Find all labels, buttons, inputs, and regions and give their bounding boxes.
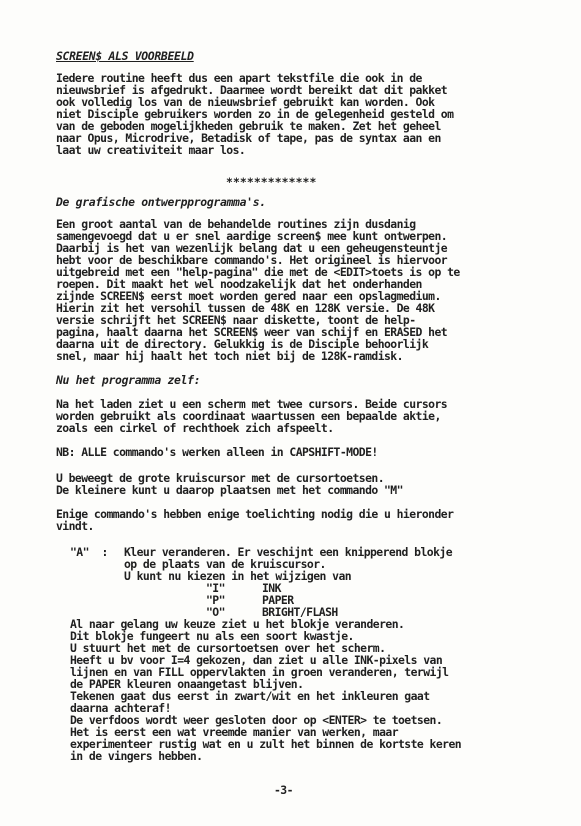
note-line: NB: ALLE commando's werken alleen in CAPSHIFT-MODE! xyxy=(56,445,378,459)
option-key: "O" xyxy=(206,605,225,619)
command-line: experimenteer rustig wat en u zult het binnen de kortste keren xyxy=(70,737,462,751)
paragraph-line: Enige commando's hebben enige toelichting nodig die u hieronder xyxy=(56,507,454,521)
command-line: de PAPER kleuren onaangetast blijven. xyxy=(70,677,304,691)
paragraph-line: van de geboden mogelijkheden gebruik te maken. Zet het geheel xyxy=(56,119,441,133)
section-heading-grafische: De grafische ontwerpprogramma's. xyxy=(56,195,266,209)
separator-stars: ************* xyxy=(226,175,317,189)
command-line: Dit blokje fungeert nu als een soort kwastje. xyxy=(70,629,354,643)
command-line: in de vingers hebben. xyxy=(70,749,203,763)
command-line: Kleur veranderen. Er veschijnt een knipperend blokje xyxy=(124,545,453,559)
command-line: U kunt nu kiezen in het wijzigen van xyxy=(124,569,352,583)
option-value: BRIGHT/FLASH xyxy=(262,605,338,619)
paragraph-line: Een groot aantal van de behandelde routines zijn dusdanig xyxy=(56,217,416,231)
option-key: "I" xyxy=(206,581,225,595)
paragraph-line: U beweegt de grote kruiscursor met de cursortoetsen. xyxy=(56,471,385,485)
paragraph-line: nieuwsbrief is afgedrukt. Daarmee wordt bereikt dat dit pakket xyxy=(56,83,448,97)
paragraph-line: snel, maar hij haalt het toch niet bij de 128K-ramdisk. xyxy=(56,349,403,363)
paragraph-line: Na het laden ziet u een scherm met twee cursors. Beide cursors xyxy=(56,397,448,411)
paragraph-line: Hierin zit het versohil tussen de 48K en 128K versie. De 48K xyxy=(56,301,435,315)
option-value: INK xyxy=(262,581,281,595)
command-line: op de plaats van de kruiscursor. xyxy=(124,557,326,571)
paragraph-line: De kleinere kunt u daarop plaatsen met het commando "M" xyxy=(56,483,403,497)
paragraph-line: daarna uit de directory. Gelukkig is de Disciple behoorlijk xyxy=(56,337,429,351)
paragraph-line: samengevoegd dat u er snel aardige screen$ mee kunt ontwerpen. xyxy=(56,229,448,243)
option-value: PAPER xyxy=(262,593,294,607)
paragraph-line: Daarbij is het van wezenlijk belang dat u een geheugensteuntje xyxy=(56,241,448,255)
command-line: Heeft u bv voor I=4 gekozen, dan ziet u alle INK-pixels van xyxy=(70,653,443,667)
command-line: U stuurt het met de cursortoetsen over het scherm. xyxy=(70,641,386,655)
command-line: daarna achteraf! xyxy=(70,701,171,715)
paragraph-line: zijnde SCREEN$ eerst moet worden gered naar een opslagmedium. xyxy=(56,289,441,303)
command-line: Tekenen gaat dus eerst in zwart/wit en het inkleuren gaat xyxy=(70,689,430,703)
paragraph-line: versie schrijft het SCREEN$ naar diskette, toont de help- xyxy=(56,313,416,327)
paragraph-line: niet Disciple gebruikers worden zo in de gelegenheid gesteld om xyxy=(56,107,454,121)
command-line: Al naar gelang uw keuze ziet u het blokje veranderen. xyxy=(70,617,405,631)
page-number: -3- xyxy=(274,783,293,797)
paragraph-line: Iedere routine heeft dus een apart tekstfile die ook in de xyxy=(56,71,422,85)
command-key-a: "A" : xyxy=(70,545,108,559)
command-line: lijnen en van FILL oppervlakten in groen veranderen, terwijl xyxy=(70,665,449,679)
paragraph-line: naar Opus, Microdrive, Betadisk of tape, pas de syntax aan en xyxy=(56,131,441,145)
command-line: Het is eerst een wat vreemde manier van werken, maar xyxy=(70,725,399,739)
option-key: "P" xyxy=(206,593,225,607)
paragraph-line: worden gebruikt als coordinaat waartussen een bepaalde aktie, xyxy=(56,409,441,423)
paragraph-line: laat uw creativiteit maar los. xyxy=(56,143,246,157)
paragraph-line: roepen. Dit maakt het wel noodzakelijk dat het onderhanden xyxy=(56,277,422,291)
command-line: De verfdoos wordt weer gesloten door op <ENTER> te toetsen. xyxy=(70,713,443,727)
paragraph-line: uitgebreid met een "help-pagina" die met de <EDIT>toets is op te xyxy=(56,265,460,279)
section-heading-voorbeeld: SCREEN$ ALS VOORBEELD xyxy=(56,49,194,63)
section-heading-programma: Nu het programma zelf: xyxy=(56,373,201,387)
paragraph-line: vindt. xyxy=(56,519,94,533)
paragraph-line: pagina, haalt daarna het SCREEN$ weer van schijf en ERASED het xyxy=(56,325,448,339)
paragraph-line: hebt voor de beschikbare commando's. Het origineel is hiervoor xyxy=(56,253,448,267)
paragraph-line: ook volledig los van de nieuwsbrief gebruikt kan worden. Ook xyxy=(56,95,435,109)
paragraph-line: zoals een cirkel of rechthoek zich afspeelt. xyxy=(56,421,334,435)
